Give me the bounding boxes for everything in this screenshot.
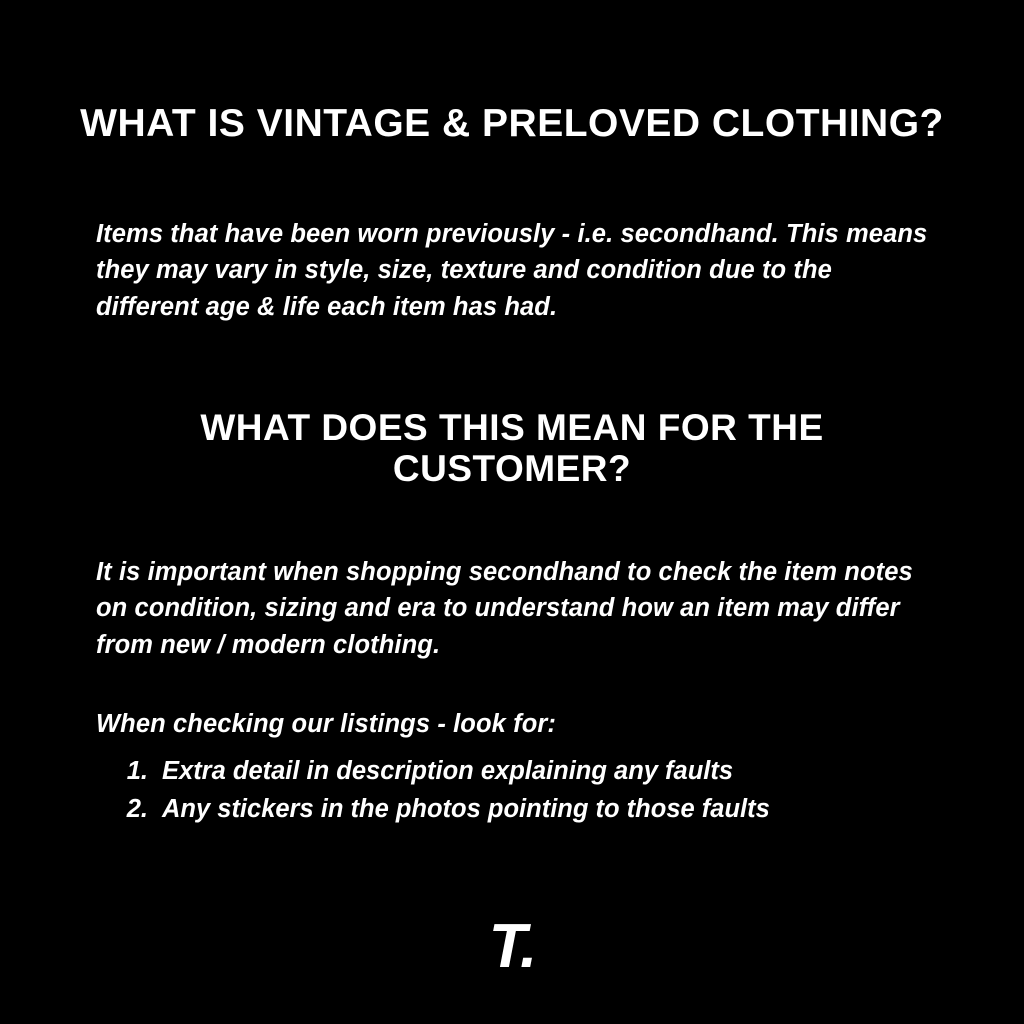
list-item-label: Extra detail in description explaining any faults [162, 757, 734, 785]
section-heading-customer: WHAT DOES THIS MEAN FOR THE CUSTOMER? [200, 406, 824, 490]
list-item-number: 2. [126, 795, 148, 824]
list-item-number: 1. [126, 757, 148, 785]
definition-paragraph: Items that have been worn previously - i.e. secondhand. This means they may vary in style, size, texture and condition due to the different age & life each item has had. [96, 219, 928, 322]
list-item [96, 752, 956, 790]
checklist [96, 752, 956, 829]
list-item [96, 790, 956, 828]
customer-guidance-paragraph: It is important when shopping secondhand to check the item notes on condition, sizing and era to understand how an item may differ from new / modern clothing. [96, 557, 913, 660]
brand-logo: T. [488, 912, 536, 981]
listings-prompt: When checking our listings - look for: [96, 709, 556, 738]
page-title: WHAT IS VINTAGE & PRELOVED CLOTHING? [80, 102, 944, 146]
list-item-label: Any stickers in the photos pointing to those faults [162, 795, 770, 824]
